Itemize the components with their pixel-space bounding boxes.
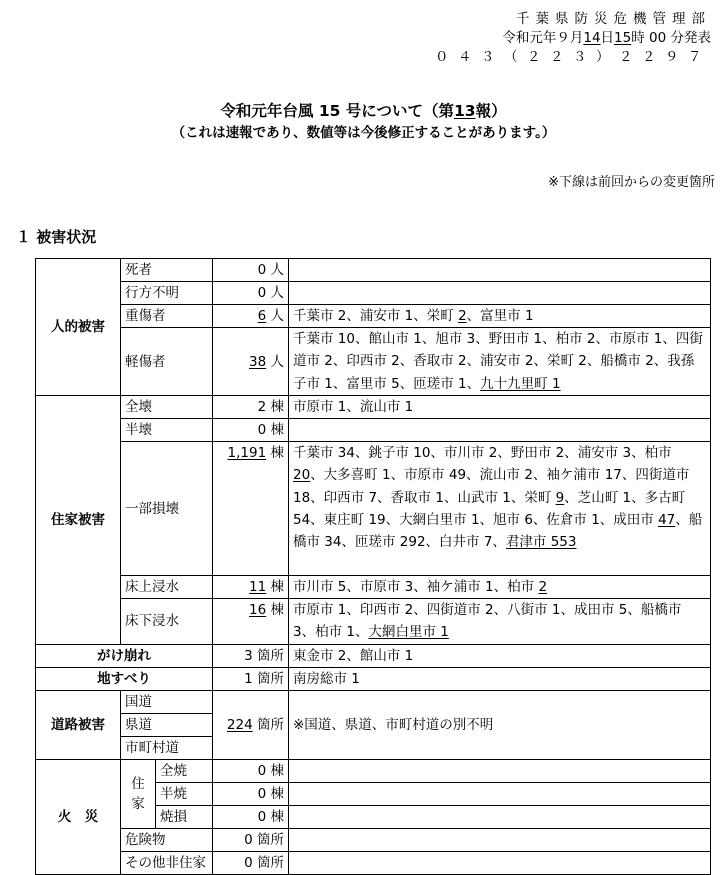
changed-segment: 九十九里町 1: [480, 375, 561, 392]
detail-cell: 南房総市 1: [289, 667, 711, 690]
count-value: 6: [257, 308, 267, 324]
issue-hour: 15: [614, 30, 632, 46]
row-label: 軽傷者: [121, 328, 213, 396]
count-unit: 棟: [270, 602, 284, 618]
count-unit: 人: [270, 285, 284, 301]
detail-cell: [289, 396, 711, 419]
changed-segment: 大網白里市 1: [368, 624, 449, 641]
count-unit: 棟: [270, 762, 284, 779]
fire-house-text: 住家: [131, 775, 145, 812]
count-unit: 棟: [270, 445, 284, 461]
report-number: 13: [453, 102, 476, 120]
detail-segment: 、船橋市 34、匝瑳市 292、白井市 7、: [293, 511, 703, 551]
count-cell: [213, 782, 289, 805]
detail-cell: [289, 805, 711, 828]
detail-cell: [289, 419, 711, 442]
category-human: 人的被害: [36, 259, 121, 396]
detail-segment: 、大多喜町 1、市原市 49、流山市 2、袖ケ浦市 17、四街道市 18、印西市 7、香取市 1、山武市 1、栄町: [293, 467, 690, 506]
count-unit: 箇所: [257, 670, 284, 687]
underline-note: ※下線は前回からの変更箇所: [548, 175, 715, 190]
detail-segment: 市原市 1、流山市 1: [293, 399, 414, 415]
count-cell: [213, 599, 289, 645]
title-suffix: 報）: [475, 102, 507, 120]
title-prefix: 令和元年台風 15 号について（第: [220, 102, 454, 120]
issue-day: 14: [583, 30, 601, 46]
category-cliff-collapse: がけ崩れ: [36, 644, 213, 667]
count-cell: [213, 576, 289, 599]
count-cell: [213, 644, 289, 667]
detail-segment: 、芝山町 1、多古町 54、東庄町 19、大網白里市 1、旭市 6、佐倉市 1、成田市: [293, 489, 686, 528]
count-value: 224: [226, 716, 253, 733]
detail-cell: [289, 282, 711, 305]
count-value: 11: [249, 579, 267, 595]
count-unit: 人: [270, 262, 284, 278]
category-road: 道路被害: [36, 690, 121, 759]
contact-phone: ０４３（２２３）２２９７: [435, 49, 711, 65]
count-unit: 箇所: [257, 831, 284, 848]
count-unit: 人: [270, 353, 284, 370]
count-cell: [213, 828, 289, 851]
count-unit: 箇所: [257, 854, 284, 871]
issue-date-mid: 日: [600, 30, 615, 46]
detail-cell: [289, 259, 711, 282]
row-label: 死者: [121, 259, 213, 282]
detail-segment: 千葉市 2、浦安市 1、栄町: [293, 308, 459, 324]
issue-date-suffix: 時 00 分発表: [631, 30, 711, 46]
detail-cell: [289, 599, 711, 645]
road-type-label: 国道: [121, 690, 213, 713]
detail-cell: [289, 828, 711, 851]
row-label: 焼損: [156, 805, 213, 828]
count-value: 1,191: [227, 445, 267, 461]
count-cell: [213, 442, 289, 576]
count-unit: 棟: [270, 785, 284, 802]
row-label: その他非住家: [121, 851, 213, 874]
count-value: 2: [257, 399, 267, 415]
row-label: 半焼: [156, 782, 213, 805]
count-cell: [213, 396, 289, 419]
document-title: [0, 101, 727, 121]
row-label: 全壊: [121, 396, 213, 419]
count-cell: [213, 328, 289, 396]
issue-date-prefix: 令和元年９月: [502, 30, 584, 46]
detail-cell: [289, 576, 711, 599]
detail-cell: 東金市 2、館山市 1: [289, 644, 711, 667]
road-type-label: 市町村道: [121, 736, 213, 759]
row-label: 重傷者: [121, 305, 213, 328]
row-label: 危険物: [121, 828, 213, 851]
detail-cell: [289, 442, 711, 576]
count-unit: 棟: [270, 808, 284, 825]
count-value: 0: [257, 762, 267, 779]
row-label: 全焼: [156, 759, 213, 782]
issue-datetime: [435, 29, 711, 48]
detail-segment: 千葉市 34、銚子市 10、市川市 2、野田市 2、浦安市 3、柏市: [293, 445, 672, 461]
count-cell: [213, 419, 289, 442]
section-title: １ 被害状況: [16, 228, 97, 246]
count-value: 0: [244, 854, 253, 871]
category-housing: 住家被害: [36, 396, 121, 645]
changed-segment: 君津市 553: [505, 534, 577, 551]
detail-segment: 市原市 1、印西市 2、四街道市 2、八街市 1、成田市 5、船橋市 3、柏市 1、: [293, 602, 682, 641]
row-label: 半壊: [121, 419, 213, 442]
row-label: 床上浸水: [121, 576, 213, 599]
category-landslide: 地すべり: [36, 667, 213, 690]
document-subtitle: （これは速報であり、数値等は今後修正することがあります。）: [171, 125, 556, 141]
count-value: 3: [244, 647, 253, 664]
count-value: 0: [257, 285, 267, 301]
count-cell: [213, 282, 289, 305]
detail-cell: [289, 782, 711, 805]
detail-cell: ※国道、県道、市町村道の別不明: [289, 690, 711, 759]
detail-cell: [289, 759, 711, 782]
changed-segment: 20: [293, 467, 311, 484]
count-unit: 人: [270, 308, 284, 324]
header-block: [435, 10, 711, 67]
count-unit: 棟: [270, 422, 284, 438]
damage-table: [35, 258, 711, 875]
changed-segment: 47: [658, 511, 676, 528]
detail-segment: 、富里市 1: [466, 308, 534, 324]
count-cell: [213, 805, 289, 828]
count-value: 0: [257, 785, 267, 802]
count-value: 0: [257, 262, 267, 278]
count-unit: 箇所: [257, 647, 284, 664]
row-label: 一部損壊: [121, 442, 213, 576]
count-value: 0: [257, 422, 267, 438]
detail-segment: 市川市 5、市原市 3、袖ケ浦市 1、柏市: [293, 579, 539, 595]
fire-house-label: [121, 759, 156, 828]
count-cell: [213, 259, 289, 282]
count-cell: [213, 690, 289, 759]
count-cell: [213, 305, 289, 328]
detail-cell: [289, 305, 711, 328]
changed-segment: 9: [555, 489, 565, 506]
count-value: 0: [244, 831, 253, 848]
issuing-department: 千葉県防災危機管理部: [516, 11, 711, 27]
detail-segment: 千葉市 10、館山市 1、旭市 3、野田市 1、柏市 2、市原市 1、四街道市 2、印西市 2、香取市 2、浦安市 2、栄町 2、船橋市 2、我孫子市 1、富里市 5、匝瑳市 1、: [293, 331, 703, 392]
count-unit: 箇所: [257, 716, 284, 733]
count-unit: 棟: [270, 399, 284, 415]
road-type-label: 県道: [121, 713, 213, 736]
count-unit: 棟: [270, 579, 284, 595]
count-value: 38: [249, 353, 267, 370]
count-value: 1: [244, 670, 253, 687]
row-label: 行方不明: [121, 282, 213, 305]
count-value: 16: [249, 602, 267, 618]
changed-segment: 2: [538, 579, 548, 595]
count-cell: [213, 759, 289, 782]
count-cell: [213, 667, 289, 690]
detail-cell: [289, 328, 711, 396]
row-label: 床下浸水: [121, 599, 213, 645]
changed-segment: 2: [458, 308, 467, 324]
category-fire: 火 災: [36, 759, 121, 874]
count-value: 0: [257, 808, 267, 825]
